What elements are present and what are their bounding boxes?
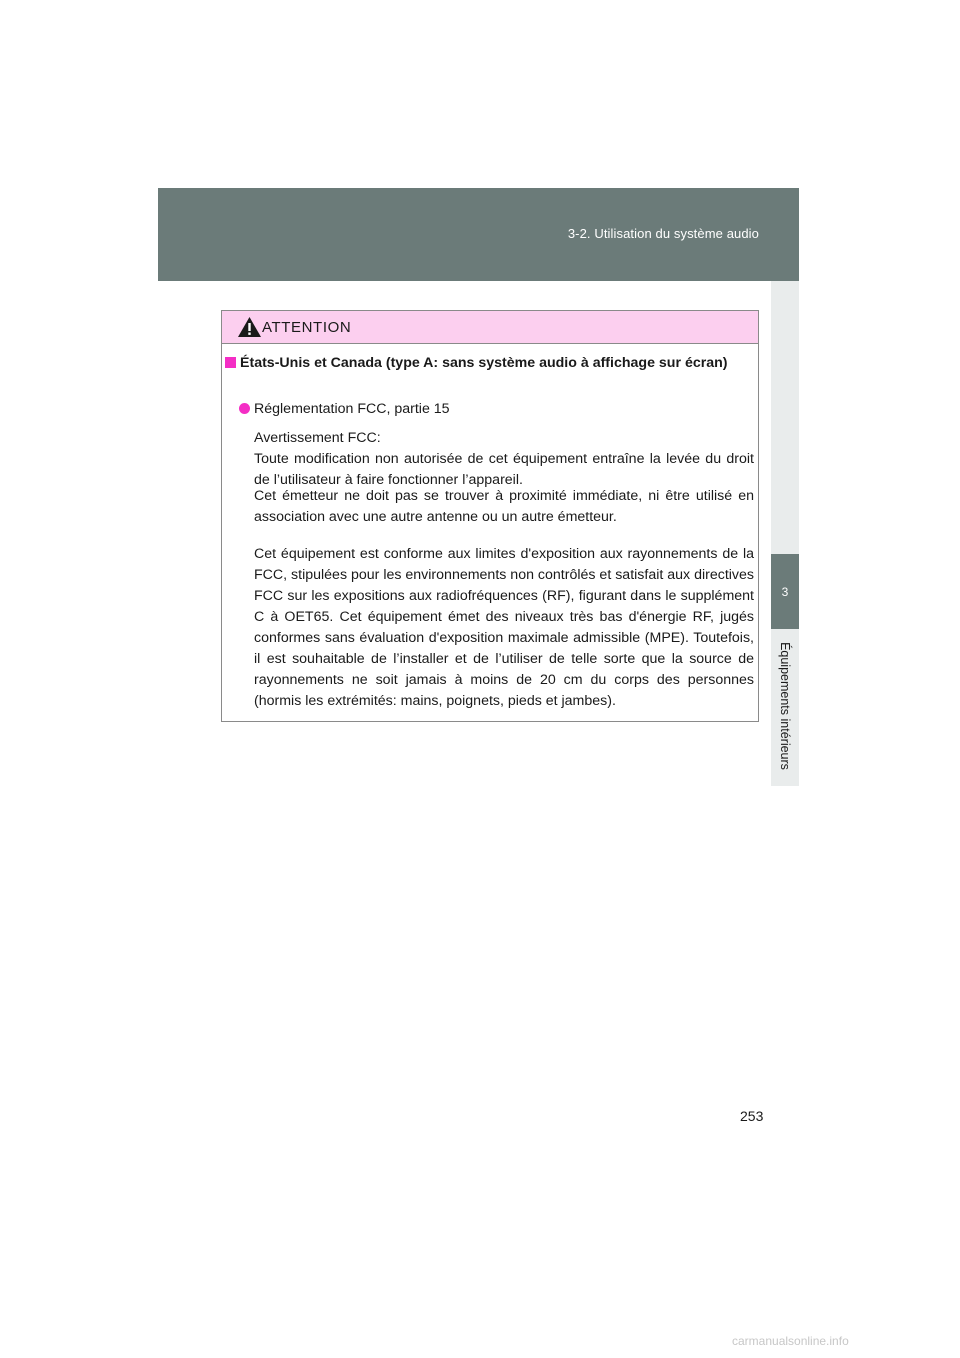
section-heading-text: États-Unis et Canada (type A: sans système audio à affichage sur écran) bbox=[240, 355, 728, 371]
warning-triangle-icon bbox=[237, 316, 262, 338]
warning-title: ATTENTION bbox=[262, 319, 352, 336]
chapter-label: Équipements intérieurs bbox=[778, 642, 792, 770]
paragraph-exposure: Cet équipement est conforme aux limites d'exposition aux rayonnements de la FCC, stipulées pour les environnements non contrôlés et satisfait aux directives FCC sur les expositions aux radiofréquences (RF), figurant dans le supplément C à OET65. Cet équipement émet des niveaux très bas d'énergie RF, jugés conformes sans évaluation d'exposition maximale admissible (MPE). Toutefois, il est souhaitable de l’installer et de l’utiliser de telle sorte que la source de rayonnements ne soit jamais à moins de 20 cm du corps des personnes (hormis les extrémités: mains, poignets, pieds et jambes). bbox=[254, 546, 754, 709]
warning-header bbox=[222, 311, 758, 344]
sub-heading-text: Réglementation FCC, partie 15 bbox=[254, 401, 450, 417]
paragraph-fcc-warning-text: Toute modification non autorisée de cet équipement entraîne la levée du droit de l’utilisateur à faire fonctionner l’appareil. bbox=[254, 451, 754, 488]
circle-bullet-icon bbox=[239, 403, 250, 414]
square-bullet-icon bbox=[225, 357, 236, 368]
watermark: carmanualsonline.info bbox=[732, 1334, 849, 1348]
chapter-number-box bbox=[771, 554, 799, 629]
paragraph-transmitter: Cet émetteur ne doit pas se trouver à proximité immédiate, ni être utilisé en association avec une autre antenne ou un autre émetteur. bbox=[254, 488, 754, 525]
section-title: 3-2. Utilisation du système audio bbox=[567, 226, 759, 241]
chapter-number: 3 bbox=[781, 584, 789, 599]
paragraph-fcc-warning bbox=[254, 428, 754, 491]
paragraph-fcc-warning-label: Avertissement FCC: bbox=[254, 430, 381, 446]
section-header-band bbox=[158, 188, 799, 281]
warning-box bbox=[221, 310, 759, 722]
page-number: 253 bbox=[740, 1108, 764, 1124]
chapter-side-tab bbox=[771, 281, 799, 786]
